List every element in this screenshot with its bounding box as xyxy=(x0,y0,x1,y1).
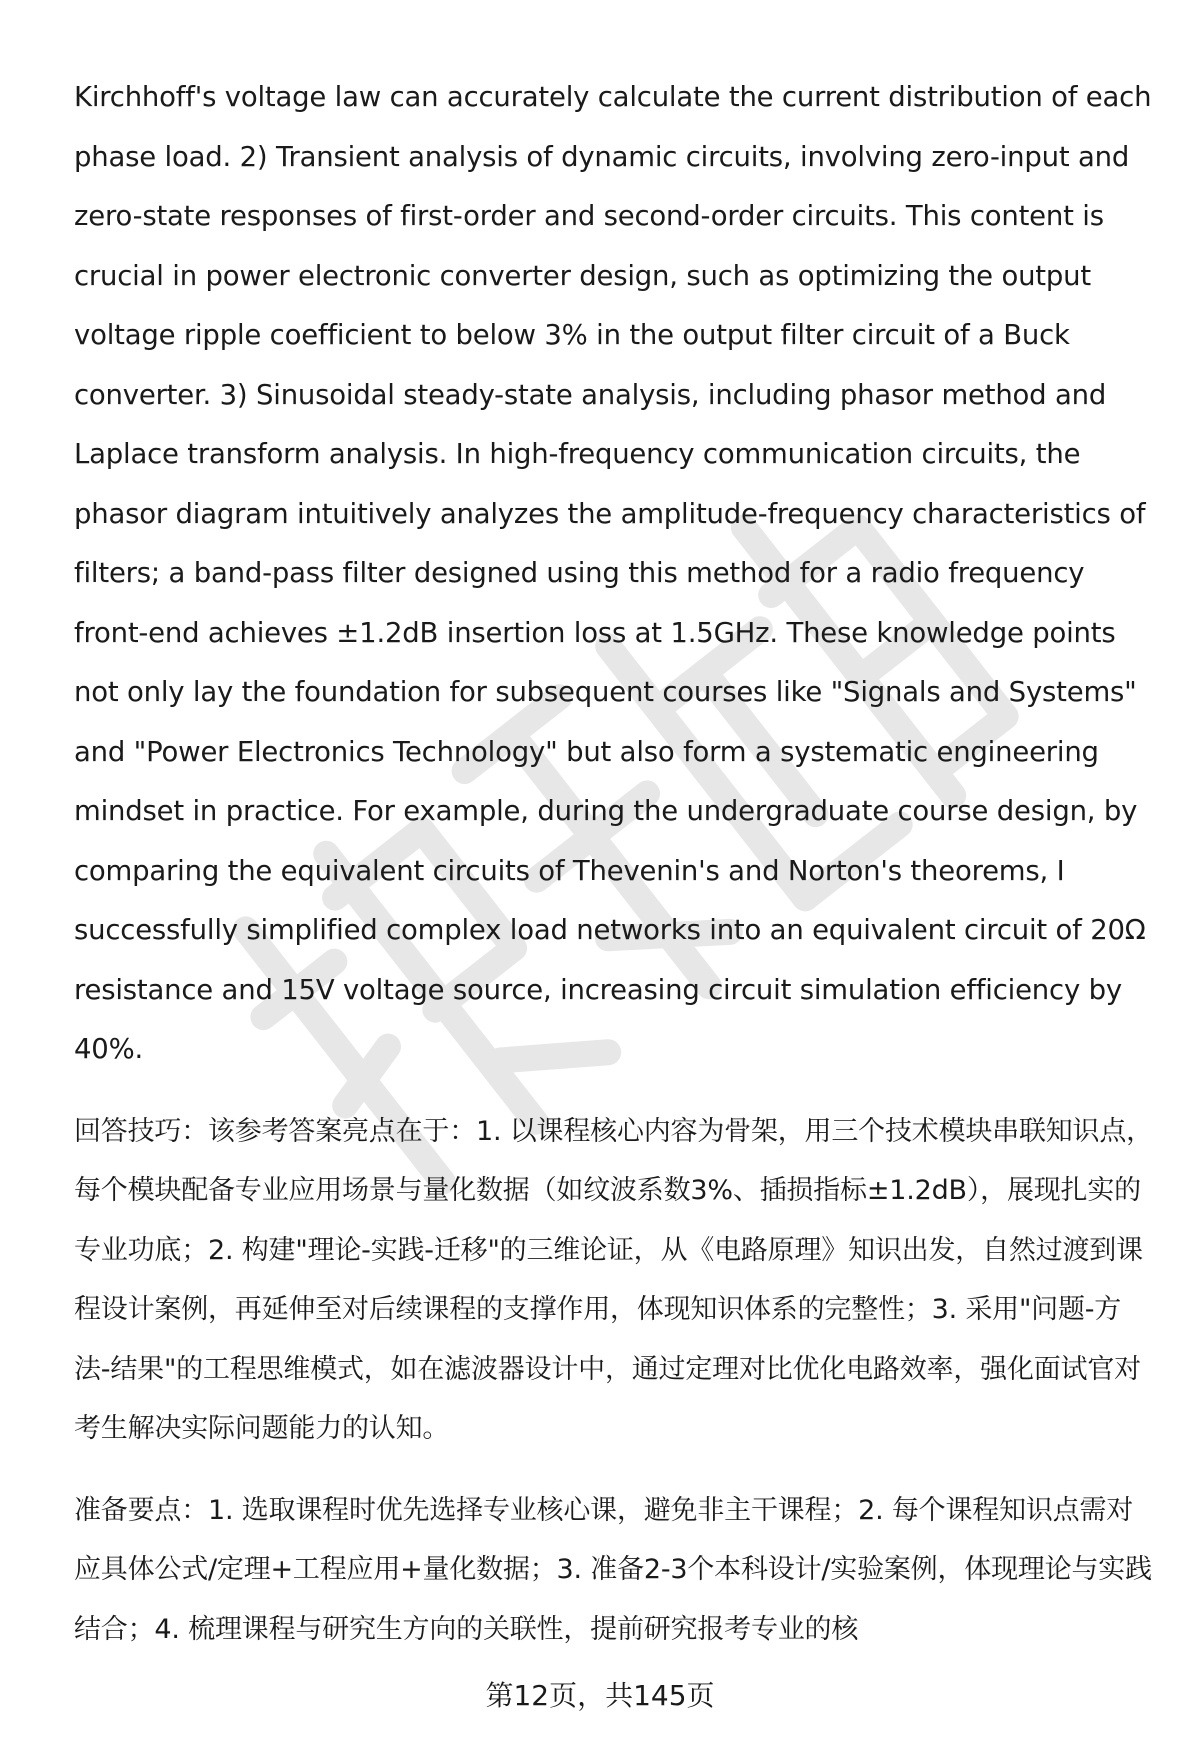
page-number: 第12页，共145页 xyxy=(485,1679,715,1712)
paragraph-preparation-points: 准备要点：1. 选取课程时优先选择专业核心课，避免非主干课程；2. 每个课程知识点需对应具体公式/定理+工程应用+量化数据；3. 准备2-3个本科设计/实验案例，体现理论与实践结合；4. 梳理课程与研究生方向的关联性，提前研究报考专业的核 xyxy=(74,1494,1152,1645)
paragraph-english: Kirchhoff's voltage law can accurately calculate the current distribution of each phase load. 2) Transient analysis of dynamic circuits, involving zero-input and zero-state responses of first-order and second-order circuits. This content is crucial in power electronic converter design, such as optimizing the output voltage ripple coefficient to below 3% in the output filter circuit of a Buck converter. 3) Sinusoidal steady-state analysis, including phasor method and Laplace transform analysis. In high-frequency communication circuits, the phasor diagram intuitively analyzes the amplitude-frequency characteristics of filters; a band-pass filter designed using this method for a radio frequency front-end achieves ±1.2dB insertion loss at 1.5GHz. These knowledge points not only lay the foundation for subsequent courses like "Signals and Systems" and "Power Electronics Technology" but also form a systematic engineering mindset in practice. For example, during the undergraduate course design, by comparing the equivalent circuits of Thevenin's and Norton's theorems, I successfully simplified complex load networks into an equivalent circuit of 20Ω resistance and 15V voltage source, increasing circuit simulation efficiency by 40%. xyxy=(74,81,1152,1065)
paragraph-answer-tips: 回答技巧：该参考答案亮点在于：1. 以课程核心内容为骨架，用三个技术模块串联知识点，每个模块配备专业应用场景与量化数据（如纹波系数3%、插损指标±1.2dB），展现扎实的专业功底；2. 构建"理论-实践-迁移"的三维论证，从《电路原理》知识出发，自然过渡到课程设计案例，再延伸至对后续课程的支撑作用，体现知识体系的完整性；3. 采用"问题-方法-结果"的工程思维模式，如在滤波器设计中，通过定理对比优化电路效率，强化面试官对考生解决实际问题能力的认知。 xyxy=(74,1115,1153,1444)
document-body xyxy=(74,68,1154,1681)
